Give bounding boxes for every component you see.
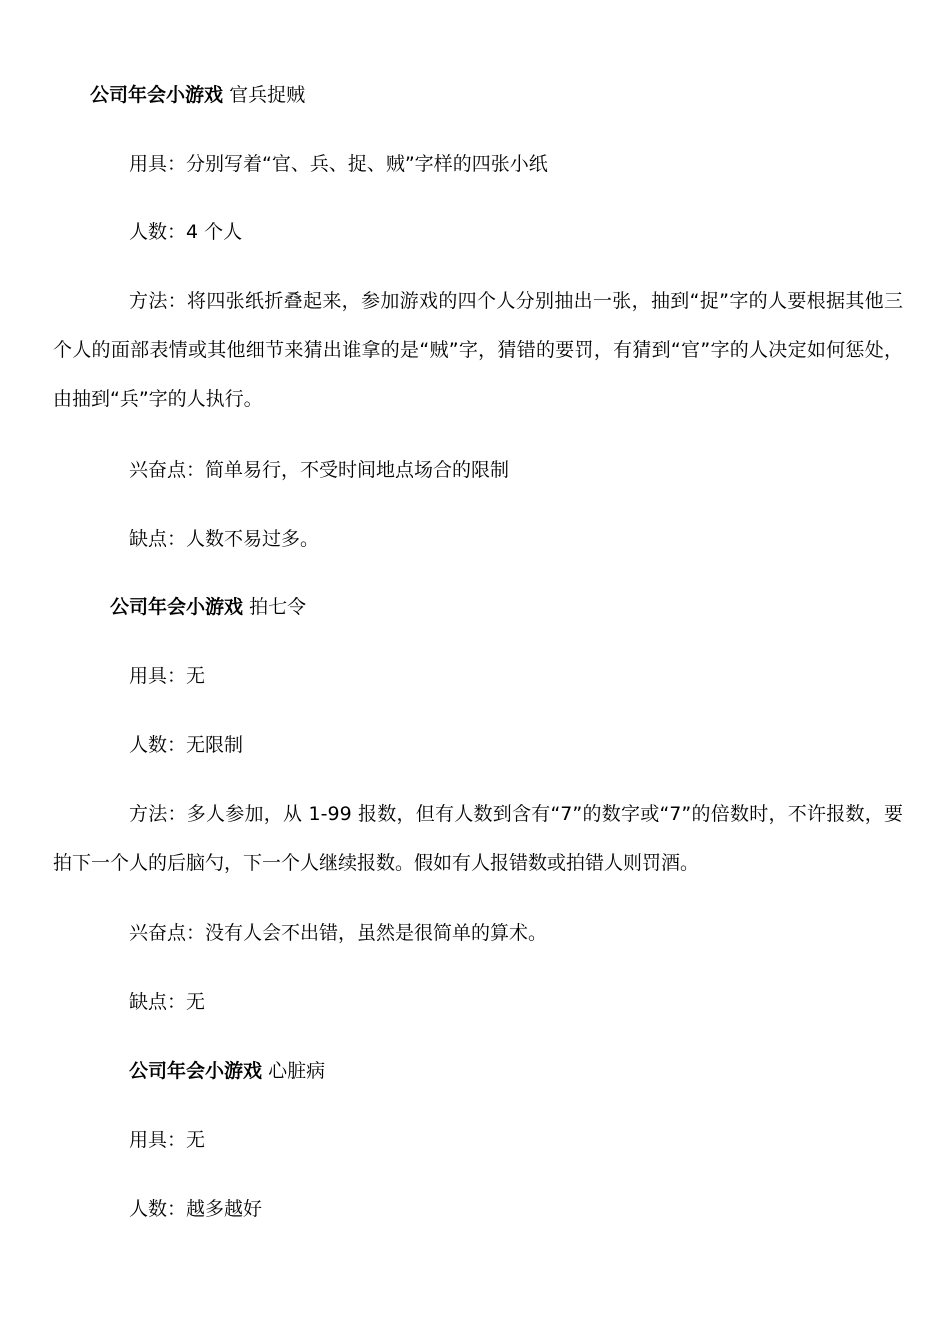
game-drawback: 缺点：无 [129, 991, 206, 1013]
game-people: 人数：4 个人 [129, 221, 243, 243]
game-title [110, 583, 950, 632]
game-highlight: 兴奋点：简单易行，不受时间地点场合的限制 [129, 459, 510, 481]
game-tools: 用具：无 [129, 665, 206, 687]
game-heading: 公司年会小游戏 [110, 596, 244, 618]
game-people: 人数：越多越好 [129, 1198, 263, 1220]
game-name: 官兵捉贼 [229, 84, 306, 106]
game-title [129, 1047, 950, 1096]
game-method: 方法：将四张纸折叠起来，参加游戏的四个人分别抽出一张，抽到“捉”字的人要根据其他三个人的面部表情或其他细节来猜出谁拿的是“贼”字，猜错的要罚，有猜到“官”字的人决定如何惩处，由抽到“兵”字的人执行。 [53, 290, 903, 410]
game-drawback: 缺点：人数不易过多。 [129, 528, 320, 550]
game-name: 拍七令 [249, 596, 307, 618]
game-method: 方法：多人参加，从 1-99 报数，但有人数到含有“7”的数字或“7”的倍数时，不许报数，要拍下一个人的后脑勺，下一个人继续报数。假如有人报错数或拍错人则罚酒。 [53, 803, 903, 874]
game-name: 心脏病 [268, 1060, 326, 1082]
game-highlight: 兴奋点：没有人会不出错，虽然是很简单的算术。 [129, 922, 548, 944]
game-people: 人数：无限制 [129, 734, 244, 756]
game-heading: 公司年会小游戏 [129, 1060, 263, 1082]
game-heading: 公司年会小游戏 [90, 84, 224, 106]
game-tools: 用具：无 [129, 1129, 206, 1151]
game-tools: 用具：分别写着“官、兵、捉、贼”字样的四张小纸 [129, 153, 548, 175]
game-title [90, 71, 940, 120]
